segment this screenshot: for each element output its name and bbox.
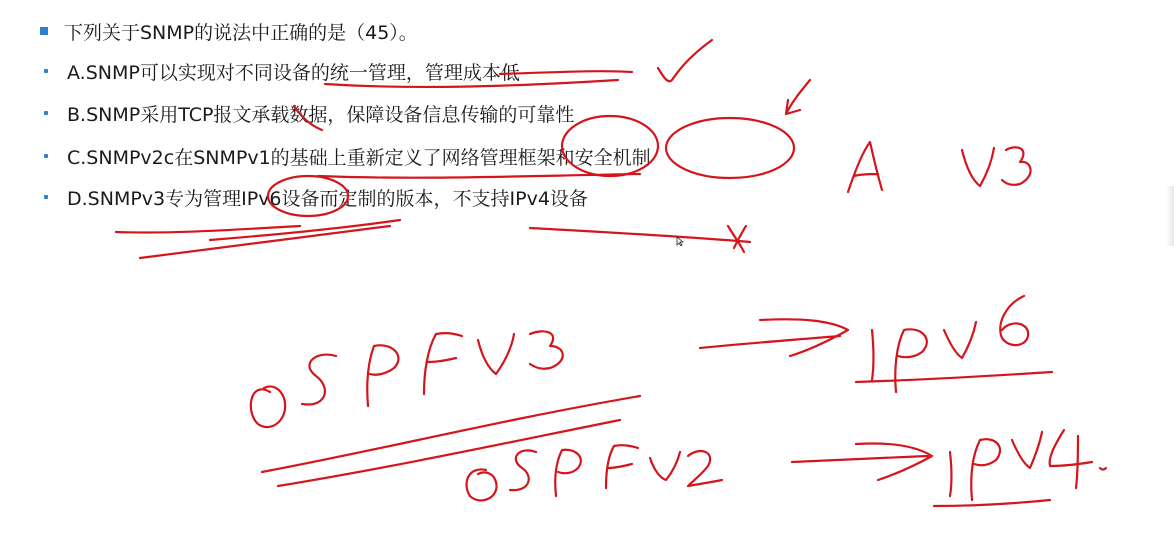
cross-mark — [728, 226, 746, 252]
letter-a — [848, 142, 882, 192]
ipv4-dot — [1100, 468, 1106, 470]
option-d-text: D.SNMPv3专为管理IPv6设备而定制的版本，不支持IPv4设备 — [67, 187, 588, 210]
dot-bullet-icon — [44, 111, 48, 115]
circle-framework — [666, 118, 794, 178]
ipv4-i — [950, 452, 952, 496]
mouse-cursor-icon — [676, 236, 684, 246]
question-text: 下列关于SNMP的说法中正确的是（45）。 — [64, 21, 418, 44]
question-line — [40, 14, 418, 48]
ospfv3-3 — [530, 331, 563, 368]
ospfv3-v — [478, 334, 514, 374]
ospfv2-2 — [688, 451, 722, 486]
ospfv3-p — [367, 345, 398, 406]
ipv4-v — [1012, 432, 1042, 468]
ospfv3-f — [424, 333, 462, 394]
option-d — [44, 180, 588, 214]
option-a — [44, 54, 520, 88]
ospfv2-v — [650, 452, 680, 480]
option-c — [44, 139, 651, 173]
ipv6-6 — [1000, 296, 1028, 345]
ospfv2-p — [555, 450, 581, 496]
ospfv2-o — [467, 469, 497, 500]
ipv6-p — [895, 329, 927, 392]
dot-bullet-icon — [44, 69, 48, 73]
ipv6-i — [872, 330, 874, 380]
underline-d2 — [140, 226, 390, 258]
underline-d3 — [210, 220, 400, 240]
dot-bullet-icon — [44, 154, 48, 158]
check-mark — [658, 40, 712, 81]
underline-c — [318, 174, 640, 178]
underline-ipv6 — [856, 372, 1052, 382]
ospfv2-s — [510, 450, 536, 490]
underline-d4 — [530, 228, 750, 242]
ospfv3-s — [302, 355, 336, 405]
ipv6-v — [944, 322, 976, 358]
dot-bullet-icon — [44, 195, 48, 199]
underline-ospfv3 — [262, 396, 640, 472]
option-a-text: A.SNMP可以实现对不同设备的统一管理，管理成本低 — [67, 61, 520, 84]
square-bullet-icon — [40, 27, 48, 35]
ospfv2-f — [606, 445, 638, 488]
underline-ospfv3-2 — [278, 420, 620, 486]
arrow-down-left — [786, 80, 810, 114]
underline-d1 — [116, 226, 300, 233]
letters-v3 — [962, 147, 1031, 186]
scroll-edge[interactable] — [1166, 186, 1174, 246]
option-b — [44, 96, 574, 130]
arrow-to-ipv4 — [792, 444, 932, 481]
arrow-to-ipv6 — [700, 319, 848, 356]
option-b-text: B.SNMP采用TCP报文承载数据，保障设备信息传输的可靠性 — [67, 103, 575, 126]
underline-ipv4 — [934, 500, 1050, 506]
ipv4-4 — [1050, 430, 1092, 488]
option-c-text: C.SNMPv2c在SNMPv1的基础上重新定义了网络管理框架和安全机制 — [67, 146, 651, 169]
ipv4-p — [971, 439, 1000, 500]
ospfv3-o — [251, 386, 285, 427]
